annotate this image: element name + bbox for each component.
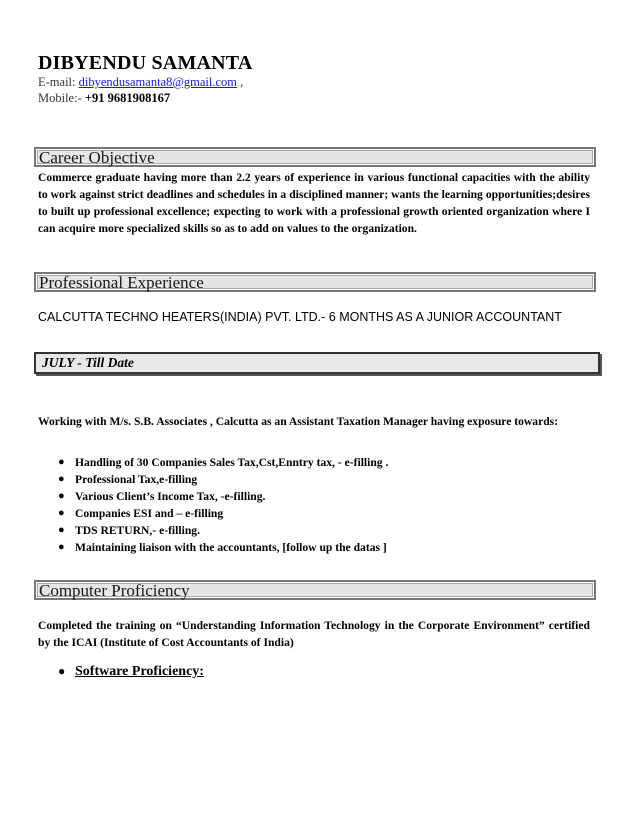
section-title: Career Objective (39, 148, 155, 167)
list-item: ● Professional Tax,e-filling (58, 473, 198, 486)
section-title: Computer Proficiency (39, 581, 190, 600)
candidate-name: DIBYENDU SAMANTA (38, 52, 253, 74)
training-text: Completed the training on “Understanding Information Technology in the Corporate Environment” certified by the ICAI (Institute of Cost Accountants of India) (38, 619, 590, 649)
bullet-icon: ● (58, 473, 65, 485)
duties-list (38, 454, 388, 556)
career-objective-text: Commerce graduate having more than 2.2 years of experience in various functional capacities with the ability to work against strict deadlines and schedules in a disciplined manner; wants the learning opportunities;desires to built up professional excellence; expecting to work with a professional growth oriented organization where I can acquire more specialized skills so as to add on values to the organization. (38, 171, 590, 235)
mobile-row (38, 91, 170, 106)
list-item: ● TDS RETURN,- e-filling. (58, 524, 200, 537)
bullet-icon: ● (58, 541, 65, 553)
email-label: E-mail: (38, 75, 76, 89)
computer-proficiency-heading (34, 580, 596, 600)
bullet-icon: ● (58, 524, 65, 536)
list-item: ● Handling of 30 Companies Sales Tax,Cst,Enntry tax, - e-filling . (58, 456, 389, 469)
mobile-label: Mobile:- (38, 91, 82, 105)
email-link[interactable]: dibyendusamanta8@gmail.com (78, 75, 237, 89)
bullet-icon: ● (58, 664, 66, 678)
list-item: ● Various Client’s Income Tax, -e-filling. (58, 490, 266, 503)
professional-experience-heading (34, 272, 596, 292)
list-item: ● Companies ESI and – e-filling (58, 507, 224, 520)
current-role-text: Working with M/s. S.B. Associates , Calcutta as an Assistant Taxation Manager having exposure towards: (38, 415, 559, 428)
email-suffix: , (240, 75, 244, 89)
date-range-label: JULY - Till Date (42, 355, 134, 370)
company-line: CALCUTTA TECHNO HEATERS(INDIA) PVT. LTD.- 6 MONTHS AS A JUNIOR ACCOUNTANT (38, 310, 562, 324)
bullet-icon: ● (58, 490, 65, 502)
software-proficiency-item (58, 664, 204, 680)
bullet-icon: ● (58, 507, 65, 519)
email-row (38, 75, 243, 90)
mobile-number: +91 9681908167 (84, 91, 171, 105)
bullet-icon: ● (58, 456, 65, 468)
career-objective-heading (34, 147, 596, 167)
software-proficiency-label: Software Proficiency: (75, 664, 204, 679)
list-item: ● Maintaining liaison with the accountants, [follow up the datas ] (58, 541, 387, 554)
section-title: Professional Experience (39, 273, 204, 292)
date-range-bar (34, 352, 600, 374)
